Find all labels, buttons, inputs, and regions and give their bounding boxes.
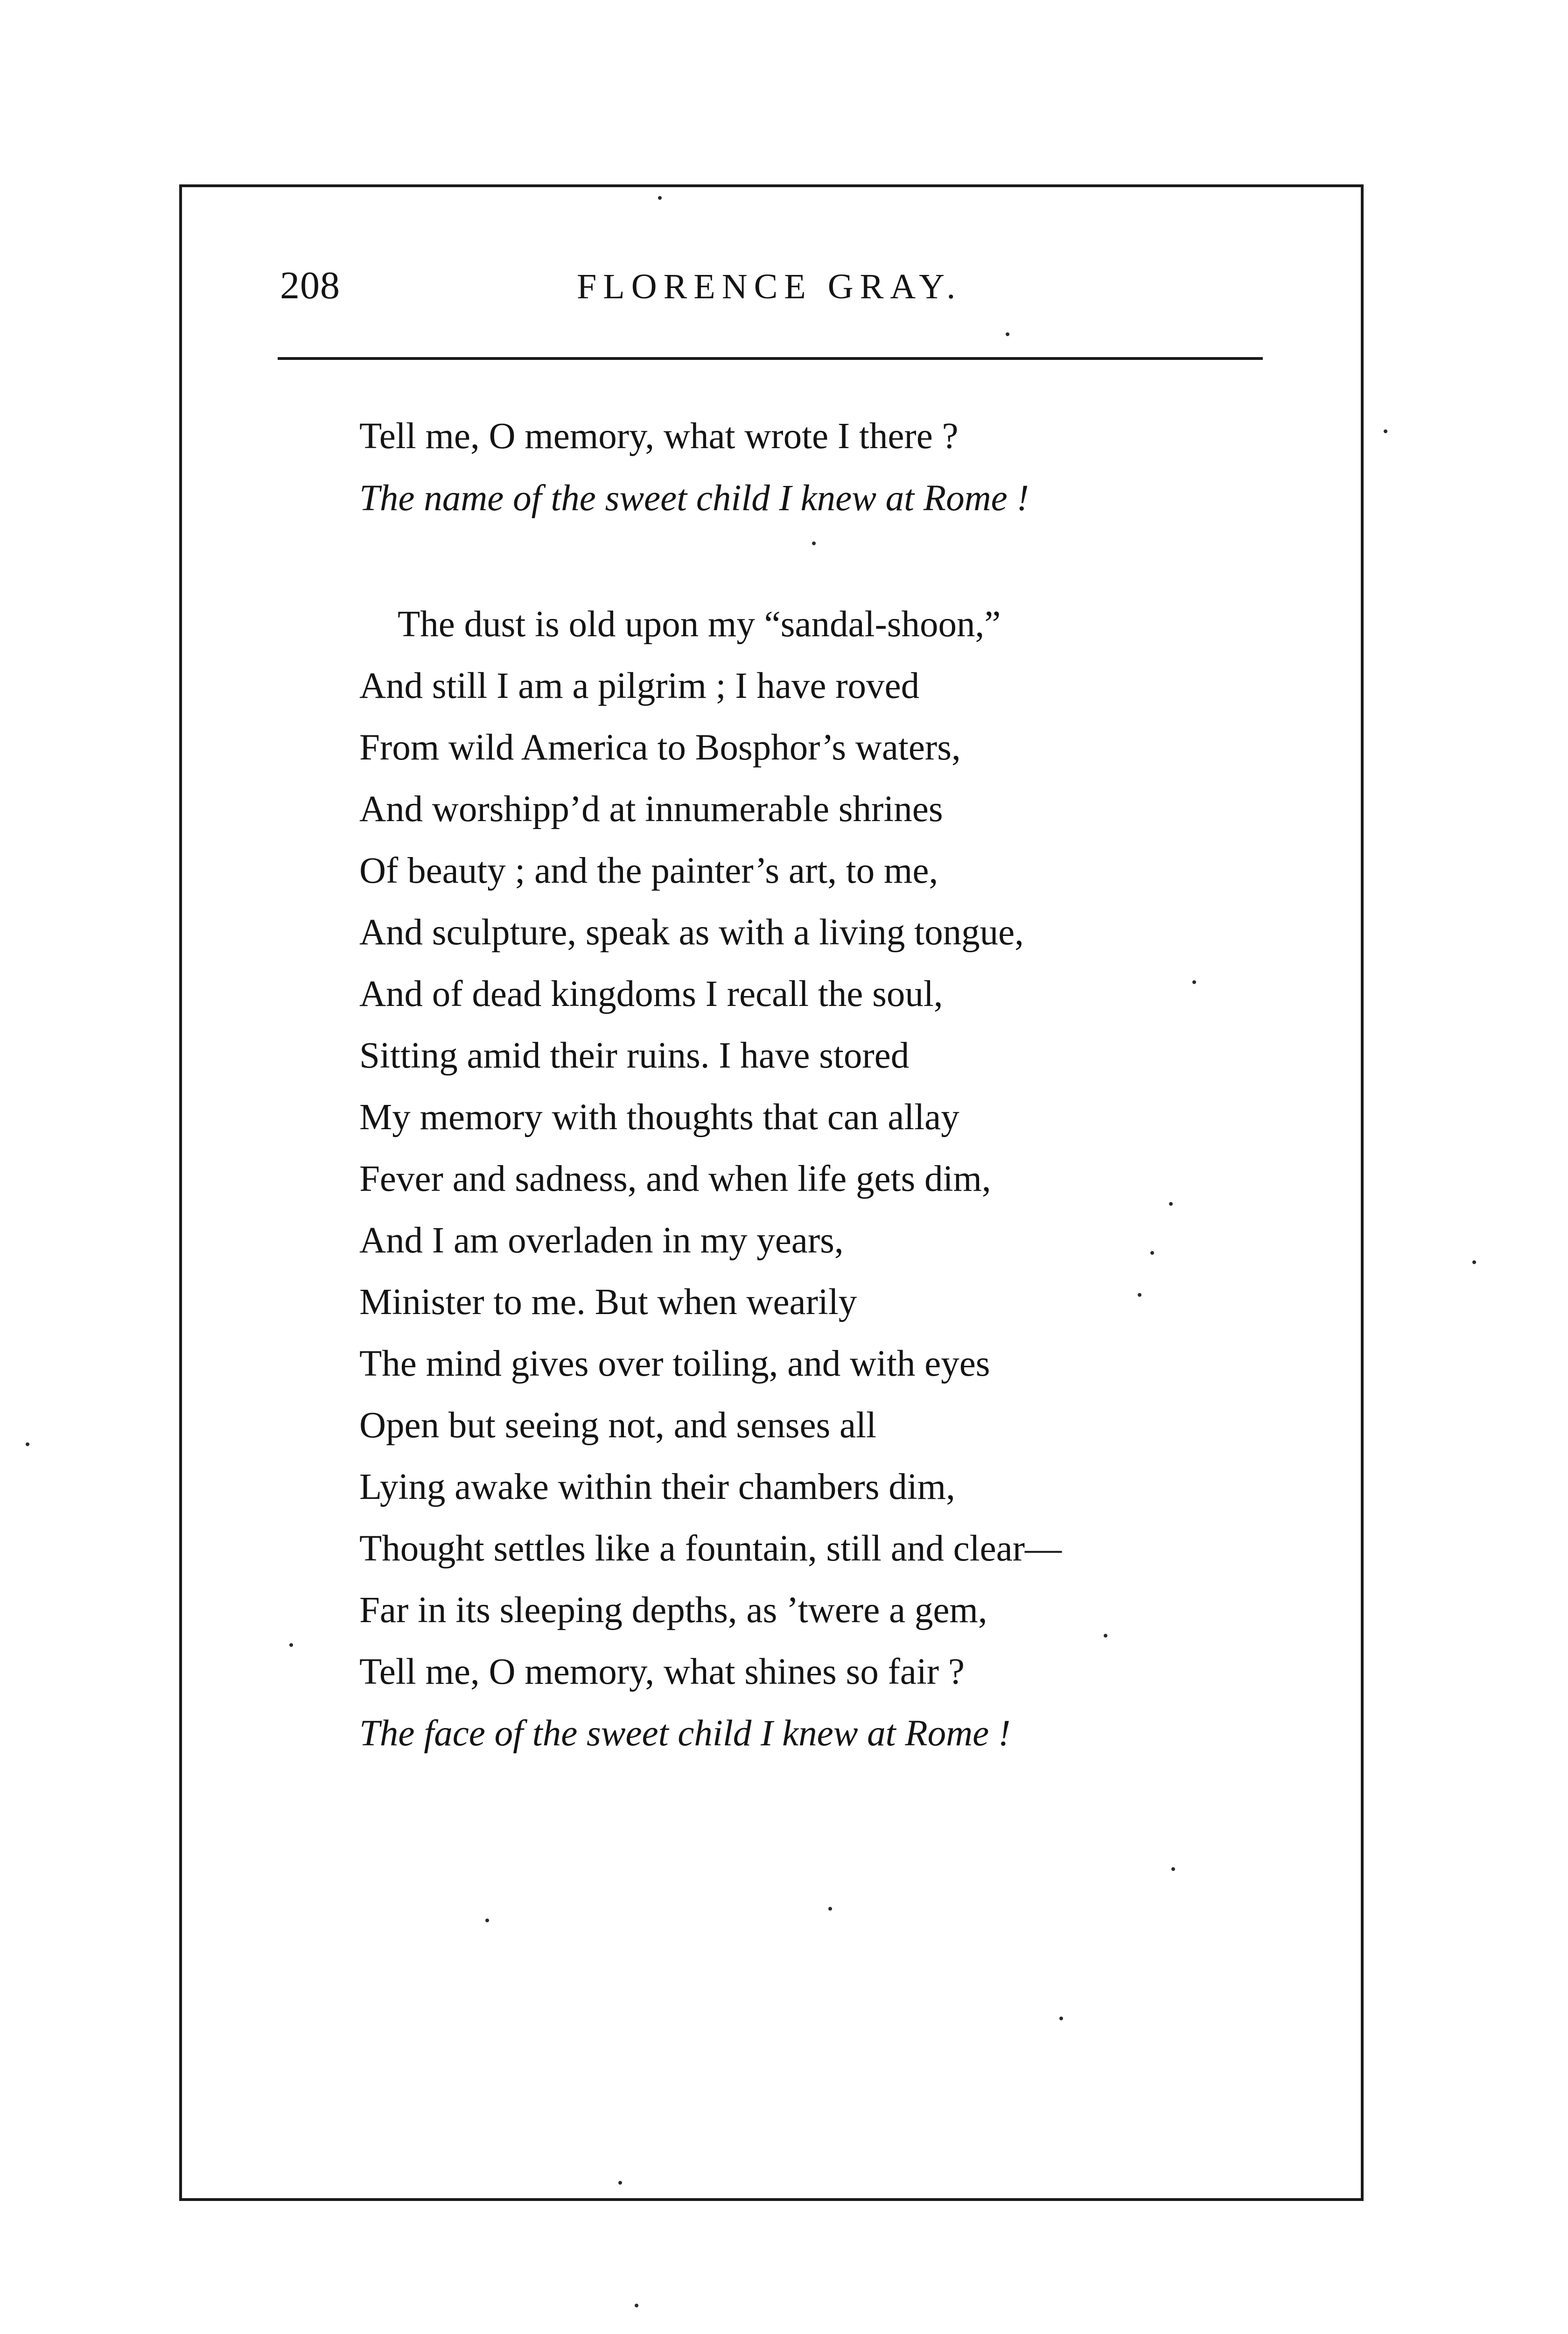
verse-line: And still I am a pilgrim ; I have roved — [359, 666, 920, 706]
verse-line-italic: The name of the sweet child I knew at Rome ! — [359, 478, 1029, 519]
scan-speck — [1472, 1260, 1476, 1264]
scan-speck — [1150, 1251, 1154, 1255]
verse-line: And I am overladen in my years, — [359, 1220, 844, 1261]
verse-line: Tell me, O memory, what wrote I there ? — [359, 416, 959, 457]
verse-line: My memory with thoughts that can allay — [359, 1097, 959, 1138]
scan-speck — [1169, 1202, 1173, 1206]
verse-line: The mind gives over toiling, and with eyes — [359, 1343, 990, 1384]
scan-speck — [1006, 332, 1009, 336]
verse-line: Fever and sadness, and when life gets dim, — [359, 1159, 991, 1199]
running-title: FLORENCE GRAY. — [577, 267, 962, 306]
verse-line: And sculpture, speak as with a living tongue, — [359, 912, 1024, 953]
verse-line: And of dead kingdoms I recall the soul, — [359, 974, 943, 1014]
verse-line: The dust is old upon my “sandal-shoon,” — [398, 604, 1001, 645]
scan-speck — [1104, 1634, 1107, 1638]
scan-speck — [812, 541, 816, 545]
page-number: 208 — [280, 264, 340, 307]
scan-speck — [1059, 2017, 1063, 2020]
verse-line: Minister to me. But when wearily — [359, 1282, 857, 1322]
verse-line-italic: The face of the sweet child I knew at Rome ! — [359, 1713, 1011, 1754]
scan-speck — [658, 196, 662, 200]
scan-speck — [1138, 1293, 1141, 1297]
scan-speck — [1192, 980, 1196, 984]
verse-line: Open but seeing not, and senses all — [359, 1405, 876, 1446]
verse-line: From wild America to Bosphor’s waters, — [359, 727, 961, 768]
scan-speck — [1384, 429, 1387, 433]
verse-line: Lying awake within their chambers dim, — [359, 1467, 955, 1507]
verse-line: Of beauty ; and the painter’s art, to me, — [359, 851, 938, 891]
verse-line: Sitting amid their ruins. I have stored — [359, 1035, 910, 1076]
scan-speck — [618, 2181, 622, 2185]
scan-speck — [26, 1442, 29, 1446]
scan-speck — [828, 1907, 832, 1911]
verse-line: And worshipp’d at innumerable shrines — [359, 789, 943, 830]
verse-line: Thought settles like a fountain, still and clear— — [359, 1528, 1062, 1569]
scan-speck — [635, 2304, 638, 2307]
verse-line: Tell me, O memory, what shines so fair ? — [359, 1652, 965, 1692]
scan-speck — [485, 1919, 489, 1922]
scan-speck — [1171, 1867, 1175, 1871]
header-rule — [278, 357, 1263, 360]
scan-speck — [289, 1643, 293, 1647]
verse-line: Far in its sleeping depths, as ’twere a gem, — [359, 1590, 987, 1631]
